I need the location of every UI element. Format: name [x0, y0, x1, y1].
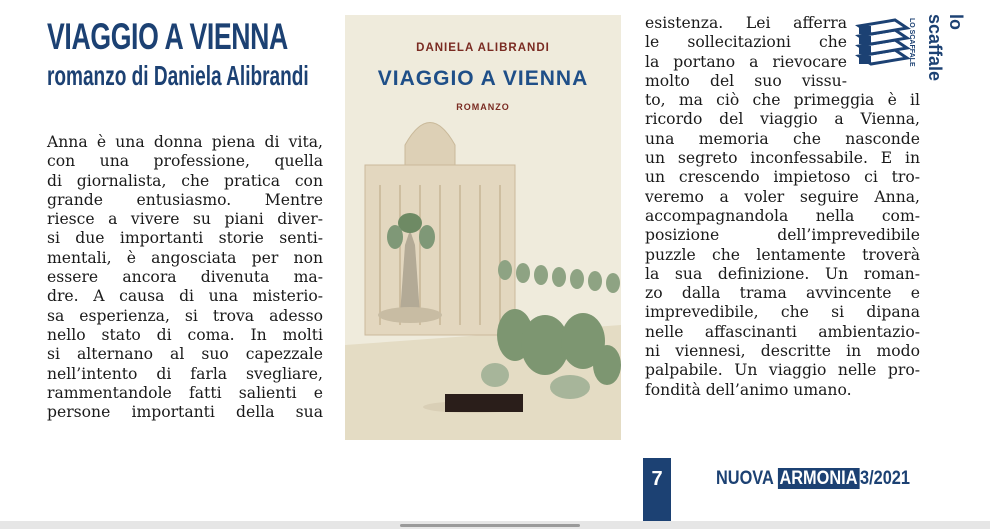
- text-line: nello stato di coma. In molti: [47, 325, 323, 344]
- text-line: la sua definizione. Un roman-: [645, 264, 920, 283]
- text-line: con una professione, quella: [47, 152, 323, 171]
- text-line: ricordo del viaggio a Vienna,: [645, 110, 920, 129]
- text-line: si alternano al suo capezzale: [47, 345, 323, 364]
- text-line: molto del suo vissu-: [645, 71, 847, 90]
- text-line: palpabile. Un viaggio nelle pro-: [645, 361, 920, 380]
- magazine-name-part2: ARMONIA: [779, 468, 858, 489]
- book-cover: [345, 15, 621, 440]
- magazine-name: [716, 468, 859, 490]
- section-label: lo scaffale: [925, 14, 966, 82]
- text-line: un segreto inconfessabile. E in: [645, 149, 920, 168]
- issue-number: 3/2021: [860, 468, 910, 489]
- publisher-logo: [445, 394, 523, 412]
- text-line: nell’intento di farla svegliare,: [47, 364, 323, 383]
- text-line: accompagnandola nella com-: [645, 206, 920, 225]
- text-line: sa esperienza, si trova adesso: [47, 306, 323, 325]
- text-line: dre. A causa di una misterio-: [47, 287, 323, 306]
- text-line: un crescendo impietoso ci tro-: [645, 168, 920, 187]
- text-line: le sollecitazioni che: [645, 33, 847, 52]
- text-line: di giornalista, che pratica con: [47, 171, 323, 190]
- text-line: persone importanti della sua: [47, 403, 323, 422]
- text-line: esistenza. Lei afferra: [645, 14, 847, 32]
- text-line: rammentandole fatti salienti e: [47, 383, 323, 402]
- text-line: nelle affascinanti ambientazio-: [645, 322, 920, 341]
- article-subtitle: romanzo di Daniela Alibrandi: [47, 60, 309, 91]
- article-title: VIAGGIO A VIENNA: [47, 16, 288, 57]
- cover-genre: ROMANZO: [456, 102, 510, 112]
- text-line: to, ma ciò che primeggia è il: [645, 91, 920, 110]
- magazine-name-part1: NUOVA: [716, 468, 774, 489]
- text-line: zo dalla trama avvincente e: [645, 284, 920, 303]
- text-line: Anna è una donna piena di vita,: [47, 133, 323, 151]
- text-line: grande entusiasmo. Mentre: [47, 190, 323, 209]
- cover-title: VIAGGIO A VIENNA: [377, 67, 589, 90]
- cover-author: DANIELA ALIBRANDI: [416, 42, 550, 54]
- page-number: 7: [643, 458, 671, 522]
- text-line: veremo a voler seguire Anna,: [645, 187, 920, 206]
- text-line: si due importanti storie senti-: [47, 229, 323, 248]
- article-column-left: [47, 133, 323, 422]
- text-line: ni viennesi, descritte in modo: [645, 342, 920, 361]
- text-line: posizione dell’imprevedibile: [645, 226, 920, 245]
- text-line: fondità dell’animo umano.: [645, 380, 852, 399]
- icon-caption: LO SCAFFALE: [908, 18, 915, 67]
- text-line: essere ancora divenuta ma-: [47, 268, 323, 287]
- scrollbar-thumb[interactable]: [400, 524, 580, 527]
- text-line: puzzle che lentamente troverà: [645, 245, 920, 264]
- text-line: riesce a vivere su piani diver-: [47, 210, 323, 229]
- text-line: la portano a rievocare: [645, 52, 847, 71]
- text-line: una memoria che nasconde: [645, 129, 920, 148]
- text-line: mentali, è angosciata per non: [47, 248, 323, 267]
- text-line: imprevedibile, che si dipana: [645, 303, 920, 322]
